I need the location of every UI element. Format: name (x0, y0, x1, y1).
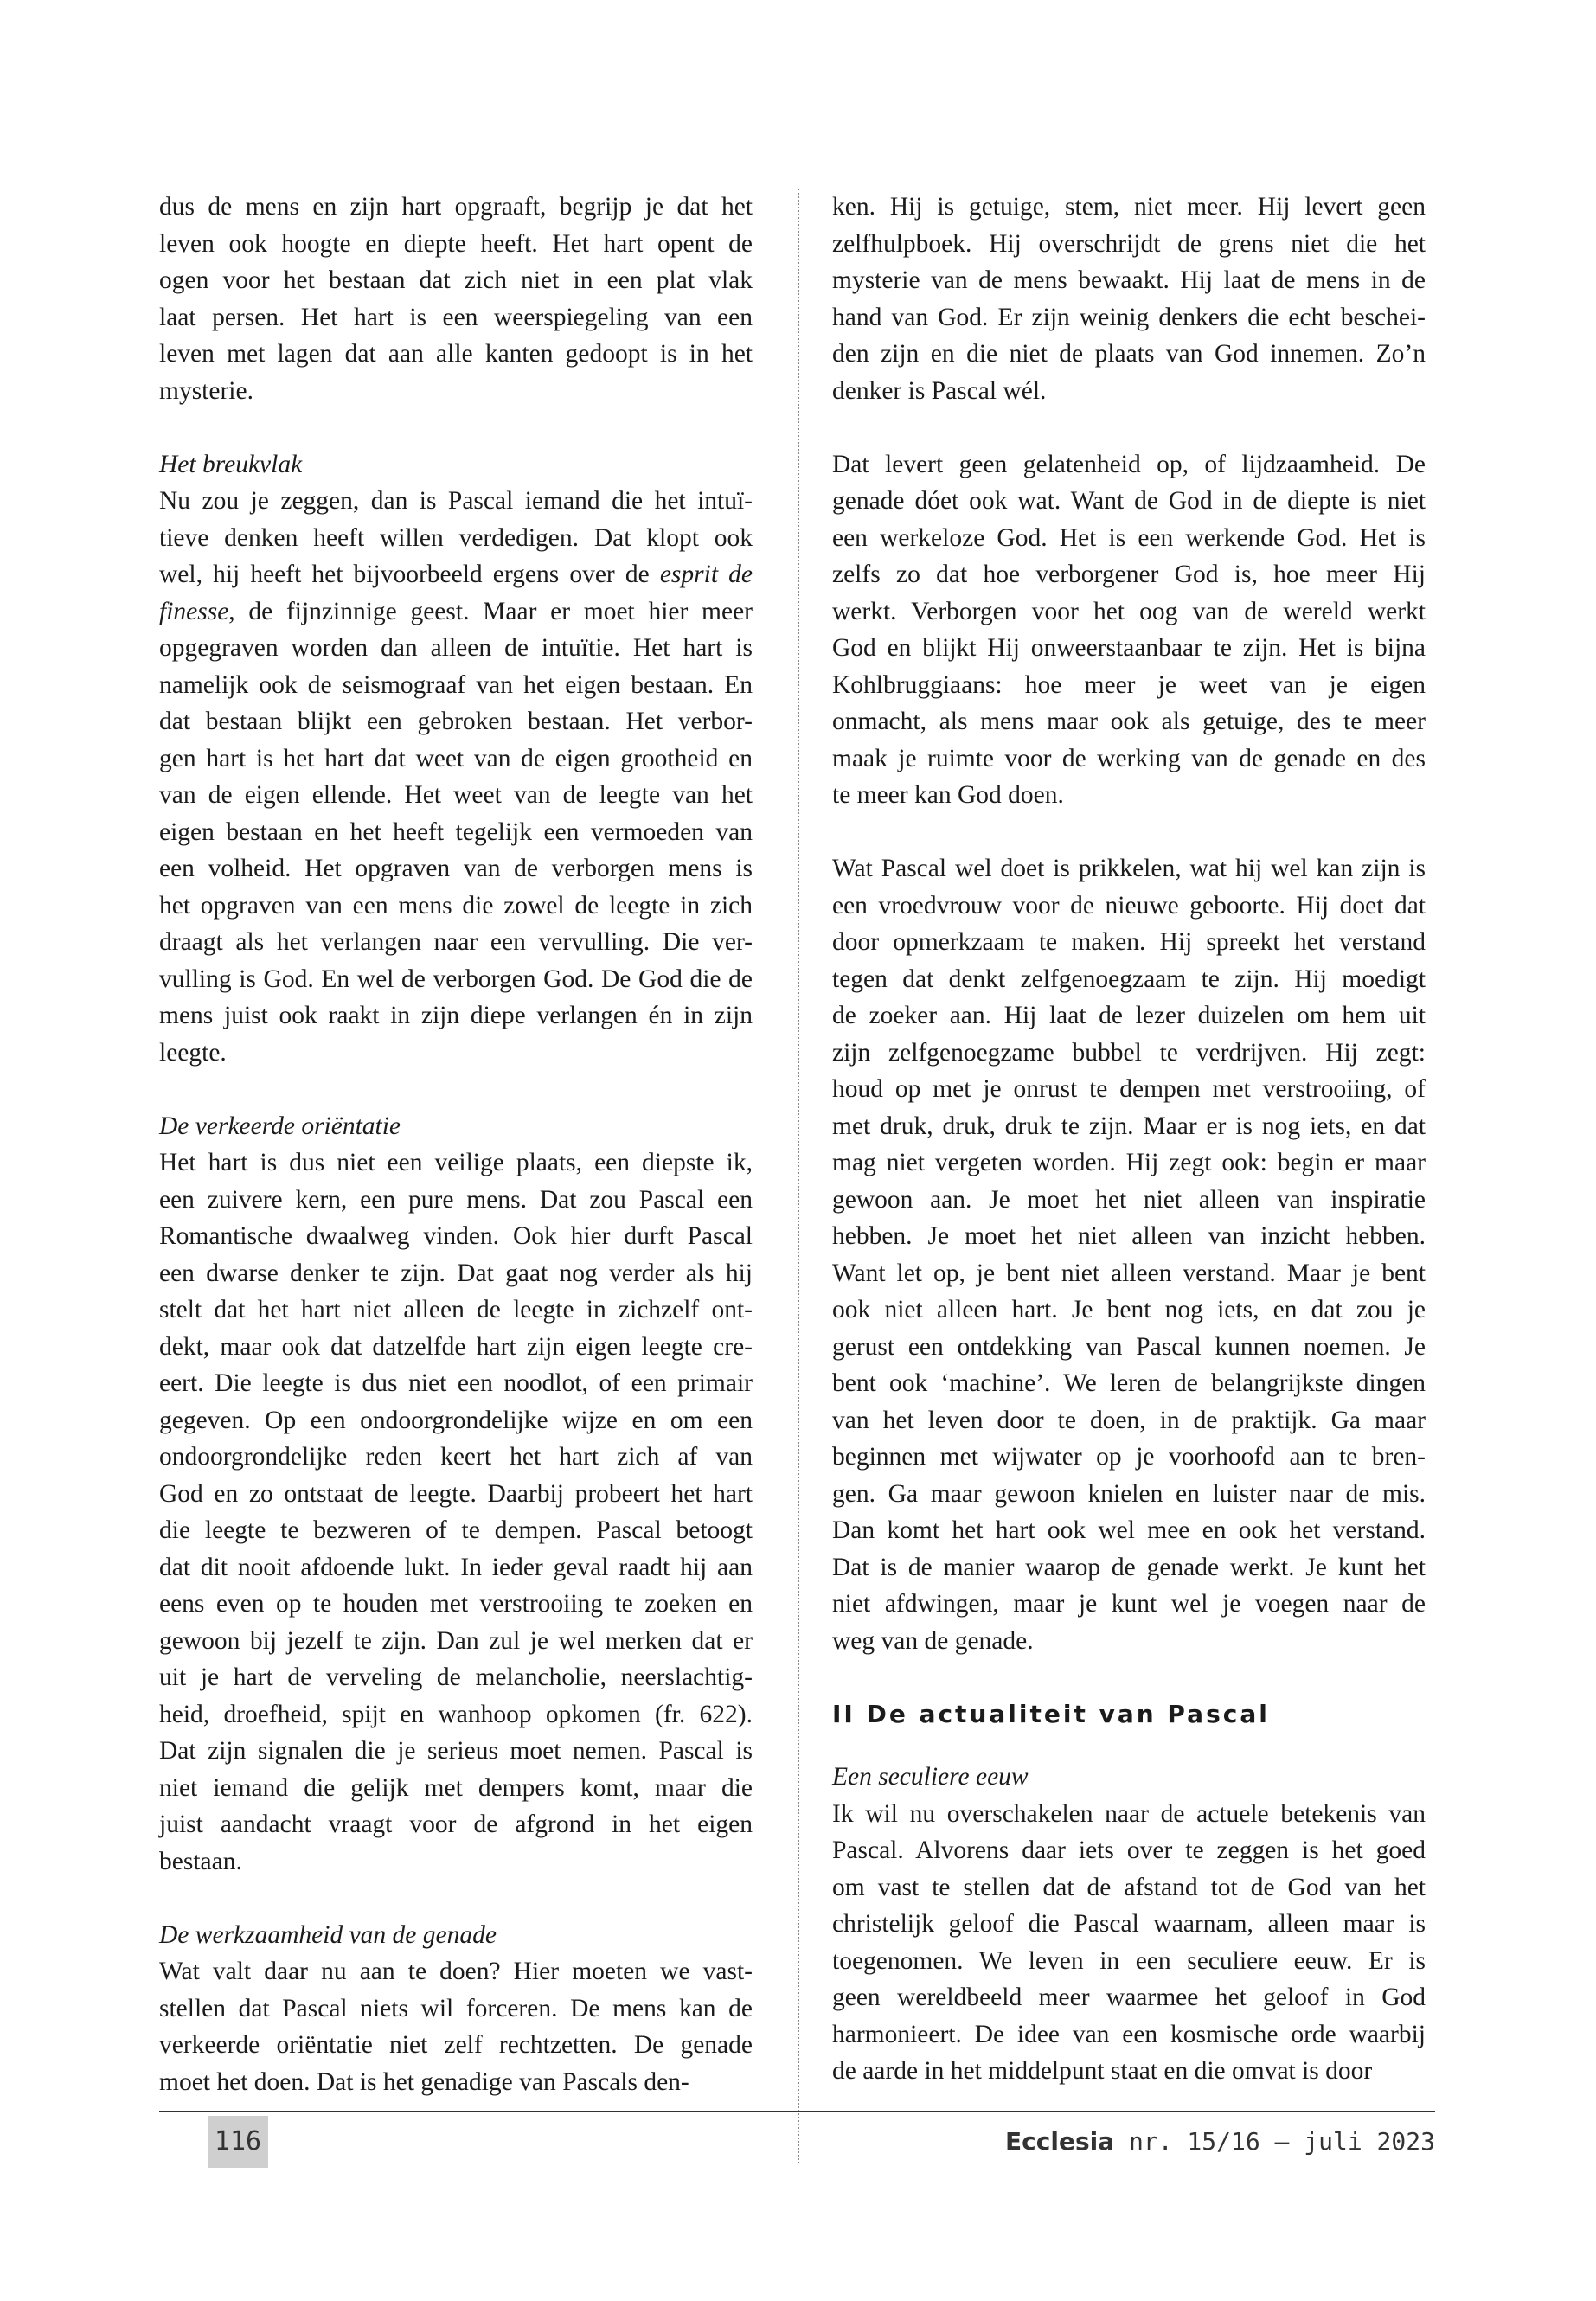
text-line: het opgraven van een mens die zowel de leegte in zich (159, 891, 753, 920)
text-line: moet het doen. Dat is het genadige van Pascals den- (159, 2067, 689, 2096)
text-line: de aarde in het middelpunt staat en die omvat is door (832, 2057, 1373, 2085)
text-line: denker is Pascal wél. (832, 376, 1047, 405)
text-line: Want let op, je bent niet alleen verstand. Maar je bent (832, 1259, 1426, 1287)
text-line: leegte. (159, 1038, 227, 1067)
text-line: zijn zelfgenoegzame bubbel te verdrijven. Hij zegt: (832, 1038, 1426, 1067)
paragraph (832, 1796, 1426, 2090)
text-line: uit je hart de verveling de melancholie, neerslachtig- (159, 1663, 753, 1691)
text-line: niet iemand die gelijk met dempers komt, maar die (159, 1773, 753, 1802)
text-line: door opmerkzaam te maken. Hij spreekt het verstand (832, 928, 1426, 956)
text-line: Dat is de manier waarop de genade werkt. Je kunt het (832, 1553, 1426, 1581)
text-line: wel, hij heeft het bijvoorbeeld ergens over de esprit de (159, 561, 753, 588)
text-line: Romantische dwaalweg vinden. Ook hier durft Pascal (159, 1222, 753, 1250)
text-line: Dat zijn signalen die je serieus moet nemen. Pascal is (159, 1737, 753, 1765)
text-line: vulling is God. En wel de verborgen God. De God die de (159, 965, 753, 993)
text-line: Het hart is dus niet een veilige plaats, een diepste ik, (159, 1149, 753, 1176)
text-line: gerust een ontdekking van Pascal kunnen noemen. Je (832, 1332, 1426, 1361)
text-line: God en zo ontstaat de leegte. Daarbij probeert het hart (159, 1479, 753, 1508)
paragraph (832, 446, 1426, 814)
subheading: Het breukvlak (159, 450, 303, 478)
text-line: Kohlbruggiaans: hoe meer je weet van je eigen (832, 670, 1426, 699)
text-line: de zoeker aan. Hij laat de lezer duizelen om hem uit (832, 1002, 1426, 1029)
text-line: hand van God. Er zijn weinig denkers die echt beschei- (832, 303, 1426, 331)
text-line: juist aandacht vraagt voor de afgrond in het eigen (159, 1811, 753, 1838)
right-column (832, 189, 1426, 2090)
paragraph (159, 483, 753, 1071)
text-line: gewoon aan. Je moet het niet alleen van inspiratie (832, 1185, 1426, 1214)
paragraph (832, 189, 1426, 409)
journal-info (1005, 2116, 1435, 2168)
text-line: mysterie. (159, 376, 253, 405)
text-line: weg van de genade. (832, 1626, 1034, 1655)
paragraph (159, 189, 753, 409)
text-line: gewoon bij jezelf te zijn. Dan zul je wel merken dat er (159, 1626, 753, 1655)
left-column (159, 189, 753, 2100)
subheading: De verkeerde oriëntatie (159, 1112, 401, 1140)
text-line: God en blijkt Hij onweerstaanbaar te zijn. Het is bijna (832, 634, 1426, 662)
text-line: opgegraven worden dan alleen de intuïtie. Het hart is (159, 634, 753, 662)
paragraph (159, 1144, 753, 1880)
text-line: houd op met je onrust te dempen met verstrooiing, of (832, 1075, 1426, 1103)
text-line: eigen bestaan en het heeft tegelijk een vermoeden van (159, 817, 753, 846)
text-line: ken. Hij is getuige, stem, niet meer. Hij levert geen (832, 193, 1426, 221)
issue-info: nr. 15/16 – juli 2023 (1128, 2127, 1435, 2156)
text-line: bestaan. (159, 1847, 242, 1875)
text-line: finesse, de fijnzinnige geest. Maar er moet hier meer (159, 597, 753, 625)
text-line: een werkeloze God. Het is een werkende God. Het is (832, 523, 1426, 552)
text-line: tieve denken heeft willen verdedigen. Dat klopt ook (159, 523, 753, 552)
text-line: Dat levert geen gelatenheid op, of lijdzaamheid. De (832, 450, 1426, 478)
paragraph (832, 850, 1426, 1659)
text-line: een volheid. Het opgraven van de verborgen mens is (159, 855, 753, 882)
text-line: te meer kan God doen. (832, 781, 1064, 809)
text-line: ogen voor het bestaan dat zich niet in een plat vlak (159, 266, 753, 294)
text-line: genade dóet ook wat. Want de God in de diepte is niet (832, 487, 1426, 515)
text-line: zelfs zo dat hoe verborgener God is, hoe meer Hij (832, 561, 1426, 588)
text-line: mag niet vergeten worden. Hij zegt ook: begin er maar (832, 1149, 1426, 1176)
text-line: gen. Ga maar gewoon knielen en luister naar de mis. (832, 1479, 1426, 1508)
text-line: toegenomen. We leven in een seculiere eeuw. Er is (832, 1946, 1426, 1975)
text-line: dus de mens en zijn hart opgraaft, begrijp je dat het (159, 193, 753, 221)
text-line: dekt, maar ook dat datzelfde hart zijn eigen leegte cre- (159, 1332, 753, 1361)
text-line: bent ook ‘machine’. We leren de belangrijkste dingen (832, 1369, 1426, 1397)
footer-rule (159, 2111, 1435, 2112)
text-line: tegen dat denkt zelfgenoegzaam te zijn. Hij moedigt (832, 965, 1426, 993)
text-line: leven ook hoogte en diepte heeft. Het hart opent de (159, 229, 753, 258)
text-line: onmacht, als mens maar ook als getuige, des te meer (832, 708, 1426, 735)
page-number: 116 (208, 2116, 268, 2168)
text-line: stellen dat Pascal niets wil forceren. De mens kan de (159, 1994, 753, 2022)
text-line: een dwarse denker te zijn. Dat gaat nog verder als hij (159, 1259, 753, 1287)
text-line: dat dit nooit afdoende lukt. In ieder geval raadt hij aan (159, 1553, 753, 1581)
text-line: Wat valt daar nu aan te doen? Hier moeten we vast- (159, 1958, 753, 1985)
text-line: gen hart is het hart dat weet van de eigen grootheid en (159, 744, 753, 772)
text-line: heid, droefheid, spijt en wanhoop opkomen (fr. 622). (159, 1700, 753, 1728)
text-line: die leegte te bezweren of te dempen. Pascal betoogt (159, 1516, 753, 1544)
text-line: Wat Pascal wel doet is prikkelen, wat hij wel kan zijn is (832, 855, 1426, 882)
text-line: draagt als het verlangen naar een vervulling. Die ver- (159, 928, 753, 956)
text-line: Nu zou je zeggen, dan is Pascal iemand die het intuï- (159, 487, 753, 515)
text-line: geen wereldbeeld meer waarmee het geloof in God (832, 1984, 1426, 2011)
text-line: ook niet alleen hart. Je bent nog iets, en dat zou je (832, 1296, 1426, 1324)
text-line: met druk, druk, druk te zijn. Maar er is nog iets, en dat (832, 1112, 1426, 1140)
text-line: harmonieert. De idee van een kosmische orde waarbij (832, 2020, 1426, 2048)
text-line: dat bestaan blijkt een gebroken bestaan. Het verbor- (159, 708, 753, 735)
column-divider (798, 189, 799, 2163)
text-line: eens even op te houden met verstrooiing te zoeken en (159, 1590, 753, 1618)
text-line: eert. Die leegte is dus niet een noodlot, of een primair (159, 1369, 753, 1397)
text-line: hebben. Je moet het niet alleen van inzicht hebben. (832, 1222, 1426, 1250)
text-line: laat persen. Het hart is een weerspiegeling van een (159, 303, 753, 331)
text-line: Pascal. Alvorens daar iets over te zeggen is het goed (832, 1836, 1426, 1864)
text-line: een vroedvrouw voor de nieuwe geboorte. Hij doet dat (832, 891, 1426, 920)
text-line: den zijn en die niet de plaats van God innemen. Zo’n (832, 340, 1426, 368)
paragraph (159, 1953, 753, 2100)
text-line: gegeven. Op een ondoorgrondelijke wijze en om een (159, 1406, 753, 1434)
text-line: zelfhulpboek. Hij overschrijdt de grens niet die het (832, 229, 1426, 258)
journal-name: Ecclesia (1005, 2127, 1115, 2156)
text-line: om vast te stellen dat de afstand tot de God van het (832, 1873, 1426, 1901)
text-line: stelt dat het hart niet alleen de leegte in zichzelf ont- (159, 1296, 753, 1324)
text-line: niet afdwingen, maar je kunt wel je voegen naar de (832, 1590, 1426, 1618)
text-line: ondoorgrondelijke reden keert het hart zich af van (159, 1443, 753, 1471)
subheading: Een seculiere eeuw (832, 1763, 1029, 1791)
text-line: maak je ruimte voor de werking van de genade en des (832, 744, 1426, 772)
text-line: van de eigen ellende. Het weet van de leegte van het (159, 781, 753, 809)
subheading: De werkzaamheid van de genade (159, 1920, 497, 1949)
section-heading: II De actualiteit van Pascal (832, 1699, 1270, 1728)
text-line: leven met lagen dat aan alle kanten gedoopt is in het (159, 340, 753, 368)
text-line: mysterie van de mens bewaakt. Hij laat de mens in de (832, 266, 1426, 294)
text-line: een zuivere kern, een pure mens. Dat zou Pascal een (159, 1185, 753, 1214)
text-line: van het leven door te doen, in de praktijk. Ga maar (832, 1406, 1426, 1434)
text-line: christelijk geloof die Pascal waarnam, alleen maar is (832, 1910, 1426, 1938)
text-line: namelijk ook de seismograaf van het eigen bestaan. En (159, 670, 753, 699)
text-line: beginnen met wijwater op je voorhoofd aan te bren- (832, 1443, 1426, 1471)
text-line: werkt. Verborgen voor het oog van de wereld werkt (832, 597, 1426, 625)
text-line: mens juist ook raakt in zijn diepe verlangen én in zijn (159, 1002, 753, 1029)
text-line: Ik wil nu overschakelen naar de actuele betekenis van (832, 1799, 1426, 1828)
text-line: Dan komt het hart ook wel mee en ook het verstand. (832, 1516, 1426, 1544)
text-line: verkeerde oriëntatie niet zelf rechtzetten. De genade (159, 2031, 753, 2059)
